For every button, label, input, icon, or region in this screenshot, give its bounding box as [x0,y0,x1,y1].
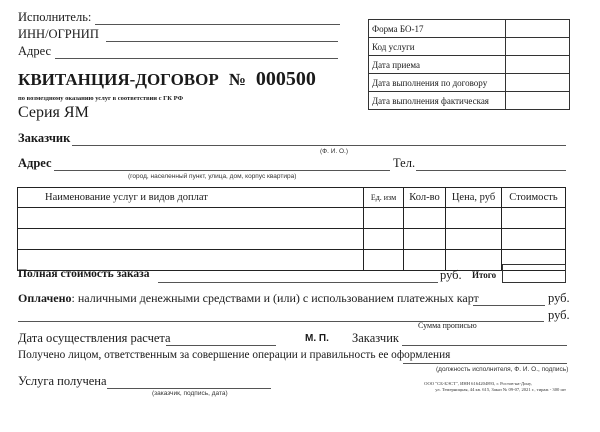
executor-label: Исполнитель: [18,10,92,24]
cell-cost[interactable] [502,208,566,229]
itogo-field[interactable] [502,264,566,283]
full-cost-currency: руб. [440,268,462,282]
full-cost-label: Полная стоимость заказа [18,268,150,280]
printer-info [390,381,566,393]
cell-price[interactable] [446,208,502,229]
paid-label: Оплачено [18,291,72,305]
cell-name[interactable] [18,208,364,229]
cell-qty[interactable] [404,208,446,229]
table-row [18,208,566,229]
cell-cost[interactable] [502,229,566,250]
customer-sign-label: Заказчик [352,331,399,345]
cell-qty[interactable] [404,229,446,250]
printer-info-line1: ООО "СБ-БЭСТ", ИНН 6164204893, г. Ростов-на-Дону, [424,381,532,386]
phone-label: Тел. [393,156,416,170]
info-value-cell[interactable] [506,74,570,92]
customer-fio-field[interactable] [72,132,566,146]
col-header-unit: Ед. изм [364,188,404,208]
fio-hint: (Ф. И. О.) [320,148,349,155]
col-header-price: Цена, руб [446,188,502,208]
info-value-cell[interactable] [506,38,570,56]
info-label: Форма БО-17 [369,20,506,38]
phone-field[interactable] [416,157,566,171]
info-row [369,20,570,38]
document-title [18,68,316,91]
stamp-label: М. П. [305,333,329,344]
info-row [369,38,570,56]
sum-in-words-field[interactable] [18,308,544,322]
customer-sign-field[interactable] [402,332,567,346]
series-label: Серия ЯМ [18,104,89,121]
service-received-field[interactable] [107,375,271,389]
services-table [17,187,566,271]
col-header-qty: Кол-во [404,188,446,208]
cell-name[interactable] [18,229,364,250]
sum-in-words-hint: Сумма прописью [418,321,477,330]
settlement-date-field[interactable] [166,332,276,346]
service-received-label: Услуга получена [18,374,107,388]
paid-text: : наличными денежными средствами и (или) с использованием платежных карт [71,291,479,305]
printer-info-line2: ул. Темерницкая, 44 кв. 615, Заказ № 09-07, 2021 г., тираж - 300 шт [435,387,566,392]
info-label: Дата выполнения фактическая [369,92,506,110]
inn-label: ИНН/ОГРНИП [18,27,99,41]
executor-field[interactable] [95,11,340,25]
received-field[interactable] [403,350,567,364]
document-number: 000500 [255,68,316,90]
customer-address-label: Адрес [18,156,52,170]
service-received-hint: (заказчик, подпись, дата) [152,390,228,397]
info-value-cell[interactable] [506,20,570,38]
info-label: Дата приема [369,56,506,74]
title-main: КВИТАНЦИЯ-ДОГОВОР [18,70,219,89]
customer-label: Заказчик [18,131,71,145]
col-header-cost: Стоимость [502,188,566,208]
info-row [369,92,570,110]
itogo-label: Итого [472,270,497,280]
cell-price[interactable] [446,229,502,250]
info-label: Код услуги [369,38,506,56]
received-hint: (должность исполнителя, Ф. И. О., подпись) [436,366,569,373]
cell-unit[interactable] [364,208,404,229]
paid-currency: руб. [548,291,570,305]
paid-amount-field[interactable] [473,292,545,306]
executor-address-field[interactable] [55,45,338,59]
customer-address-field[interactable] [54,157,390,171]
received-label: Получено лицом, ответственным за совершение операции и правильность ее оформления [18,349,451,361]
services-header-row [18,188,566,208]
info-value-cell[interactable] [506,92,570,110]
executor-address-label: Адрес [18,44,52,58]
sum-in-words-currency: руб. [548,308,570,322]
cell-unit[interactable] [364,250,404,271]
table-row [18,229,566,250]
full-cost-field[interactable] [158,269,438,283]
cell-unit[interactable] [364,229,404,250]
number-sign: № [228,70,246,89]
info-table [368,19,570,110]
address-hint: (город, населенный пункт, улица, дом, корпус квартира) [128,173,297,180]
info-label: Дата выполнения по договору [369,74,506,92]
info-value-cell[interactable] [506,56,570,74]
info-row [369,56,570,74]
info-row [369,74,570,92]
settlement-date-label: Дата осуществления расчета [18,331,171,345]
inn-field[interactable] [106,28,338,42]
title-subtitle: по возмездному оказанию услуг в соответствии с ГК РФ [18,95,184,102]
col-header-name: Наименование услуг и видов доплат [18,188,364,208]
paid-line [18,291,479,306]
